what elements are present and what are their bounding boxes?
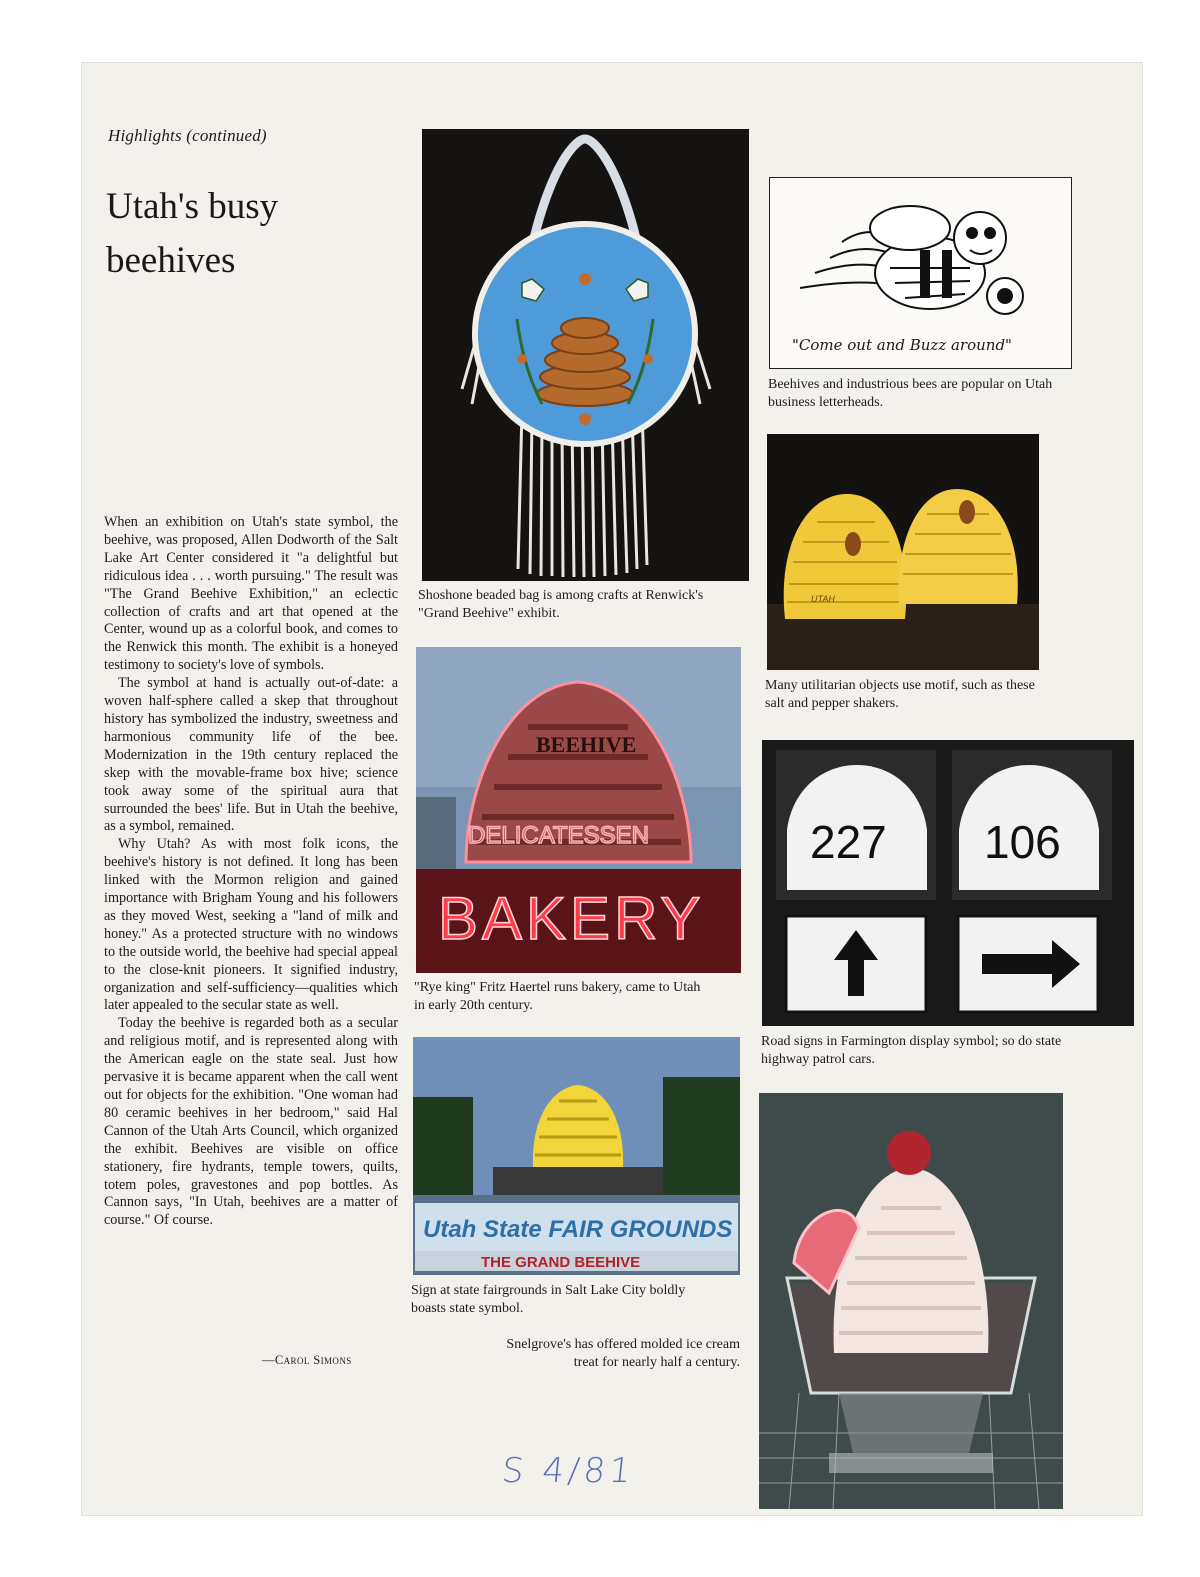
caption-bakery: "Rye king" Fritz Haertel runs bakery, came to Utah in early 20th century. [414,980,701,1013]
letterhead-image [769,177,1072,369]
icecream-illustration [759,1093,1063,1509]
road-signs-illustration [762,740,1134,1026]
caption-letterhead: Beehives and industrious bees are popular on Utah business letterheads. [768,377,1053,410]
handwritten-note: S 4/81 [499,1451,637,1491]
bakery-neon-illustration [416,647,741,973]
title-line-2: beehives [106,240,236,281]
article-body [104,514,398,1230]
paragraph: When an exhibition on Utah's state symbol, the beehive, was proposed, Allen Dodworth of the Salt Lake Art Center considered it "a delightful but ridiculous idea . . . worth pursuing." The result was "The Grand Beehive Exhibition," an eclectic collection of crafts and art that opened at the Center, wound up as a colorful book, and comes to the Renwick this month. The exhibit is a honeyed testimony to society's love of symbols. [104,514,398,674]
bakery-neon-photo [416,647,741,973]
article-title [106,180,346,288]
fairgrounds-illustration [413,1037,740,1275]
neon-deli-text: DELICATESSEN [468,822,649,849]
caption-shakers: Many utilitarian objects use motif, such as these salt and pepper shakers. [765,678,1035,711]
magazine-page [82,63,1142,1515]
road-signs-photo [762,740,1134,1026]
sign-number-right: 106 [984,816,1061,868]
beaded-bag-photo [422,129,749,581]
neon-beehive-text: BEEHIVE [536,732,637,757]
fair-sign-line-1: Utah State FAIR GROUNDS [423,1216,733,1243]
title-line-1: Utah's busy [106,186,279,227]
letterhead-slogan: "Come out and Buzz around" [792,336,1012,354]
bee-cartoon-illustration [770,178,1070,328]
byline: —Carol Simons [262,1353,352,1367]
beaded-bag-illustration [422,129,749,581]
icecream-photo [759,1093,1063,1509]
shakers-illustration [767,434,1039,670]
shaker-label: UTAH [811,594,835,604]
caption-road-signs: Road signs in Farmington display symbol; so do state highway patrol cars. [761,1034,1062,1067]
caption-fairgrounds: Sign at state fairgrounds in Salt Lake City boldly boasts state symbol. [411,1283,686,1316]
paragraph: The symbol at hand is actually out-of-date: a woven half-sphere called a skep that throughout history has symbolized the industry, sweetness and harmonious community life of the bee. Modernization in the 19th century replaced the skep with the movable-frame box hive; science took away some of the spiritual aura that surrounded the bees' life. But in Utah the beehive, as a symbol, remained. [104,675,398,835]
salt-pepper-shakers-photo [767,434,1039,670]
paragraph: Why Utah? As with most folk icons, the beehive's history is not defined. It long has been linked with the Mormon religion and gained importance with Brigham Young and his followers as they moved West, seeking a "land of milk and honey." As a protected structure with no windows to the outside world, the beehive had special appeal to the close-knit pioneers. It signified industry, organization and self-sufficiency—qualities which later appealed to the secular state as well. [104,836,398,1014]
paragraph: Today the beehive is regarded both as a secular and religious motif, and is represented along with the American eagle on the state seal. Just how pervasive it is became apparent when the call went out for objects for the exhibition. "One woman had 80 ceramic beehives in her bedroom," said Hal Cannon of the Utah Arts Council, which organized the exhibit. Beehives are visible on office stationery, fire hydrants, temple towers, quilts, totem poles, gravestones and pop bottles. As Cannon says, "In Utah, beehives are a matter of course." Of course. [104,1015,398,1229]
section-kicker: Highlights (continued) [108,126,267,145]
caption-beaded-bag: Shoshone beaded bag is among crafts at Renwick's "Grand Beehive" exhibit. [418,588,704,621]
caption-icecream: Snelgrove's has offered molded ice cream treat for nearly half a century. [506,1337,740,1370]
neon-bakery-text: BAKERY [438,885,705,952]
fair-sign-line-2: THE GRAND BEEHIVE [481,1254,641,1271]
fairgrounds-sign-photo [413,1037,740,1275]
sign-number-left: 227 [810,816,887,868]
